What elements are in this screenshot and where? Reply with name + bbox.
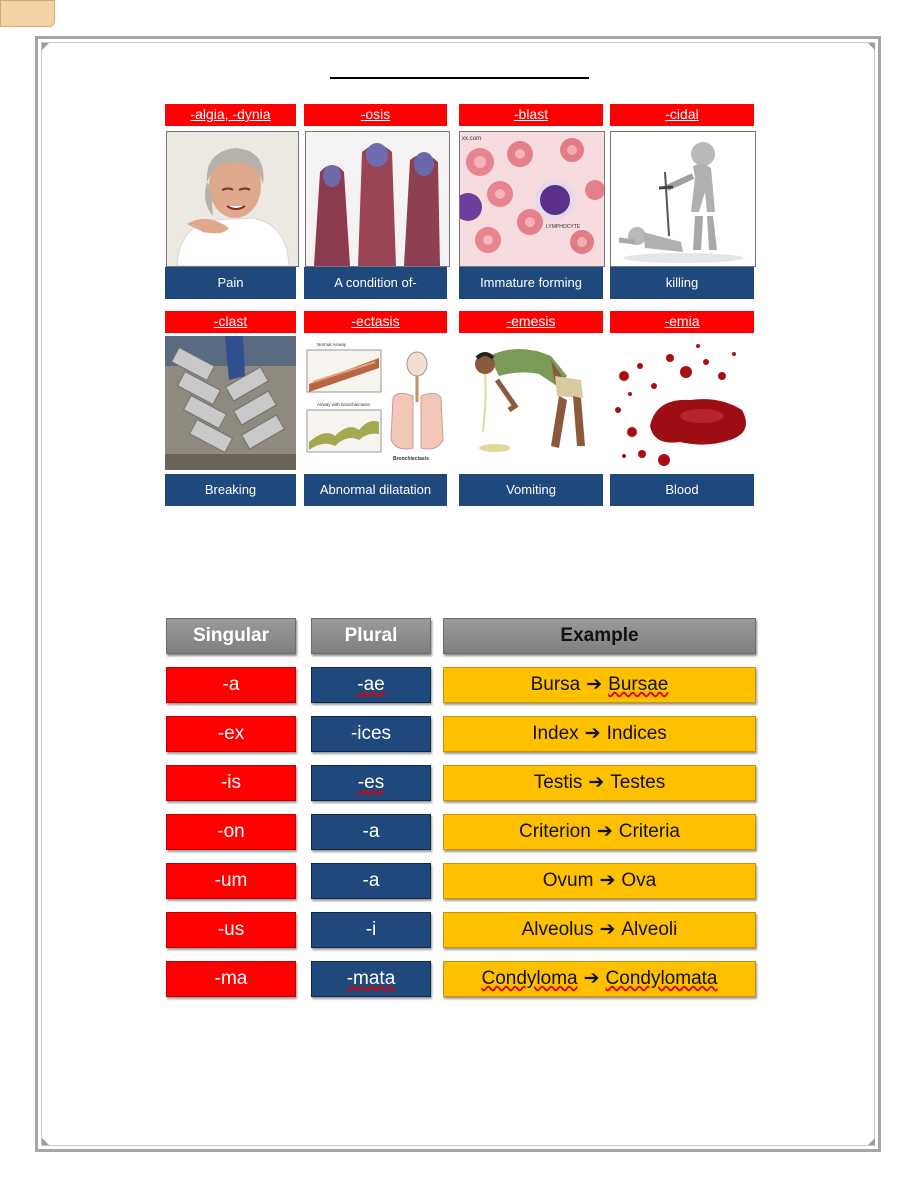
example-singular: Alveolus xyxy=(521,919,594,940)
man-vomiting-image xyxy=(459,336,603,470)
example-cell xyxy=(443,814,756,850)
woman-shoulder-pain-image xyxy=(166,131,299,267)
plural-ending-cell xyxy=(311,912,431,948)
singular-ending-cell: -ma xyxy=(166,961,296,997)
plural-ending-text: -a xyxy=(362,821,380,842)
figure-with-sword-image xyxy=(610,131,756,267)
example-cell xyxy=(443,961,756,997)
singular-ending-cell: -us xyxy=(166,912,296,948)
corner-mark-top-right xyxy=(868,43,875,50)
example-singular: Index xyxy=(532,723,579,744)
plural-ending-text: -es xyxy=(357,772,385,793)
corner-mark-top-left xyxy=(42,43,49,50)
bronchiectasis-diagram-image xyxy=(305,336,448,470)
example-singular: Bursa xyxy=(530,674,581,695)
singular-ending-cell: -is xyxy=(166,765,296,801)
meaning-label-condition: A condition of- xyxy=(304,267,447,299)
example-plural: Indices xyxy=(606,723,667,744)
corner-mark-bottom-right xyxy=(868,1138,875,1145)
meaning-label-killing: killing xyxy=(610,267,754,299)
meaning-label-pain: Pain xyxy=(165,267,296,299)
example-cell xyxy=(443,716,756,752)
example-cell xyxy=(443,863,756,899)
micrograph-watermark: xx.com xyxy=(462,136,482,142)
suffix-label-clast: -clast xyxy=(165,311,296,333)
arrow-right-icon: ➔ xyxy=(599,870,616,891)
header-plural: Plural xyxy=(311,618,431,654)
example-plural: Testes xyxy=(610,772,666,793)
singular-ending-cell: -ex xyxy=(166,716,296,752)
meaning-label-blood: Blood xyxy=(610,474,754,506)
example-plural: Bursae xyxy=(608,674,669,695)
meaning-label-vomiting: Vomiting xyxy=(459,474,603,506)
suffix-label-blast: -blast xyxy=(459,104,603,126)
plural-ending-cell xyxy=(311,765,431,801)
example-cell xyxy=(443,912,756,948)
example-plural: Ova xyxy=(621,870,657,891)
blood-cells-micrograph-image xyxy=(459,131,605,267)
breaking-bricks-image xyxy=(165,336,296,470)
plural-ending-cell xyxy=(311,716,431,752)
example-plural: Condylomata xyxy=(605,968,718,989)
arrow-right-icon: ➔ xyxy=(588,772,605,793)
cyanotic-fingers-image xyxy=(305,131,450,267)
example-singular: Ovum xyxy=(542,870,594,891)
example-plural: Criteria xyxy=(618,821,680,842)
suffix-label-algia: -algia, -dynia xyxy=(165,104,296,126)
arrow-right-icon: ➔ xyxy=(596,821,613,842)
plural-ending-cell xyxy=(311,814,431,850)
arrow-right-icon: ➔ xyxy=(583,968,600,989)
example-cell xyxy=(443,765,756,801)
singular-ending-cell: -um xyxy=(166,863,296,899)
meaning-label-abnormal-dilatation: Abnormal dilatation xyxy=(304,474,447,506)
arrow-right-icon: ➔ xyxy=(584,723,601,744)
suffix-label-osis: -osis xyxy=(304,104,447,126)
plural-ending-text: -mata xyxy=(346,968,396,989)
meaning-label-immature-forming: Immature forming xyxy=(459,267,603,299)
arrow-right-icon: ➔ xyxy=(586,674,603,695)
example-singular: Condyloma xyxy=(481,968,578,989)
title-underline xyxy=(330,77,589,79)
corner-mark-bottom-left xyxy=(42,1138,49,1145)
plural-ending-cell xyxy=(311,863,431,899)
bronchiectasis-airway-label: Airway with bronchiectasis xyxy=(317,402,370,407)
bronchiectasis-label: Bronchiectasis xyxy=(393,456,429,462)
page-corner-tab xyxy=(0,0,55,27)
lymphocyte-label: LYMPHOCYTE xyxy=(546,224,581,230)
suffix-label-cidal: -cidal xyxy=(610,104,754,126)
example-singular: Testis xyxy=(533,772,583,793)
plural-ending-cell xyxy=(311,667,431,703)
plural-ending-text: -a xyxy=(362,870,380,891)
suffix-label-emesis: -emesis xyxy=(459,311,603,333)
header-singular: Singular xyxy=(166,618,296,654)
meaning-label-breaking: Breaking xyxy=(165,474,296,506)
singular-ending-cell: -on xyxy=(166,814,296,850)
singular-ending-cell: -a xyxy=(166,667,296,703)
plural-ending-text: -i xyxy=(365,919,377,940)
normal-airway-label: Normal Airway xyxy=(317,342,347,347)
blood-splatter-image xyxy=(610,336,754,470)
plural-ending-text: -ae xyxy=(357,674,385,695)
example-singular: Criterion xyxy=(519,821,591,842)
arrow-right-icon: ➔ xyxy=(599,919,616,940)
example-plural: Alveoli xyxy=(621,919,678,940)
suffix-label-ectasis: -ectasis xyxy=(304,311,447,333)
plural-ending-text: -ices xyxy=(350,723,392,744)
example-cell xyxy=(443,667,756,703)
header-example: Example xyxy=(443,618,756,654)
suffix-label-emia: -emia xyxy=(610,311,754,333)
plural-ending-cell xyxy=(311,961,431,997)
